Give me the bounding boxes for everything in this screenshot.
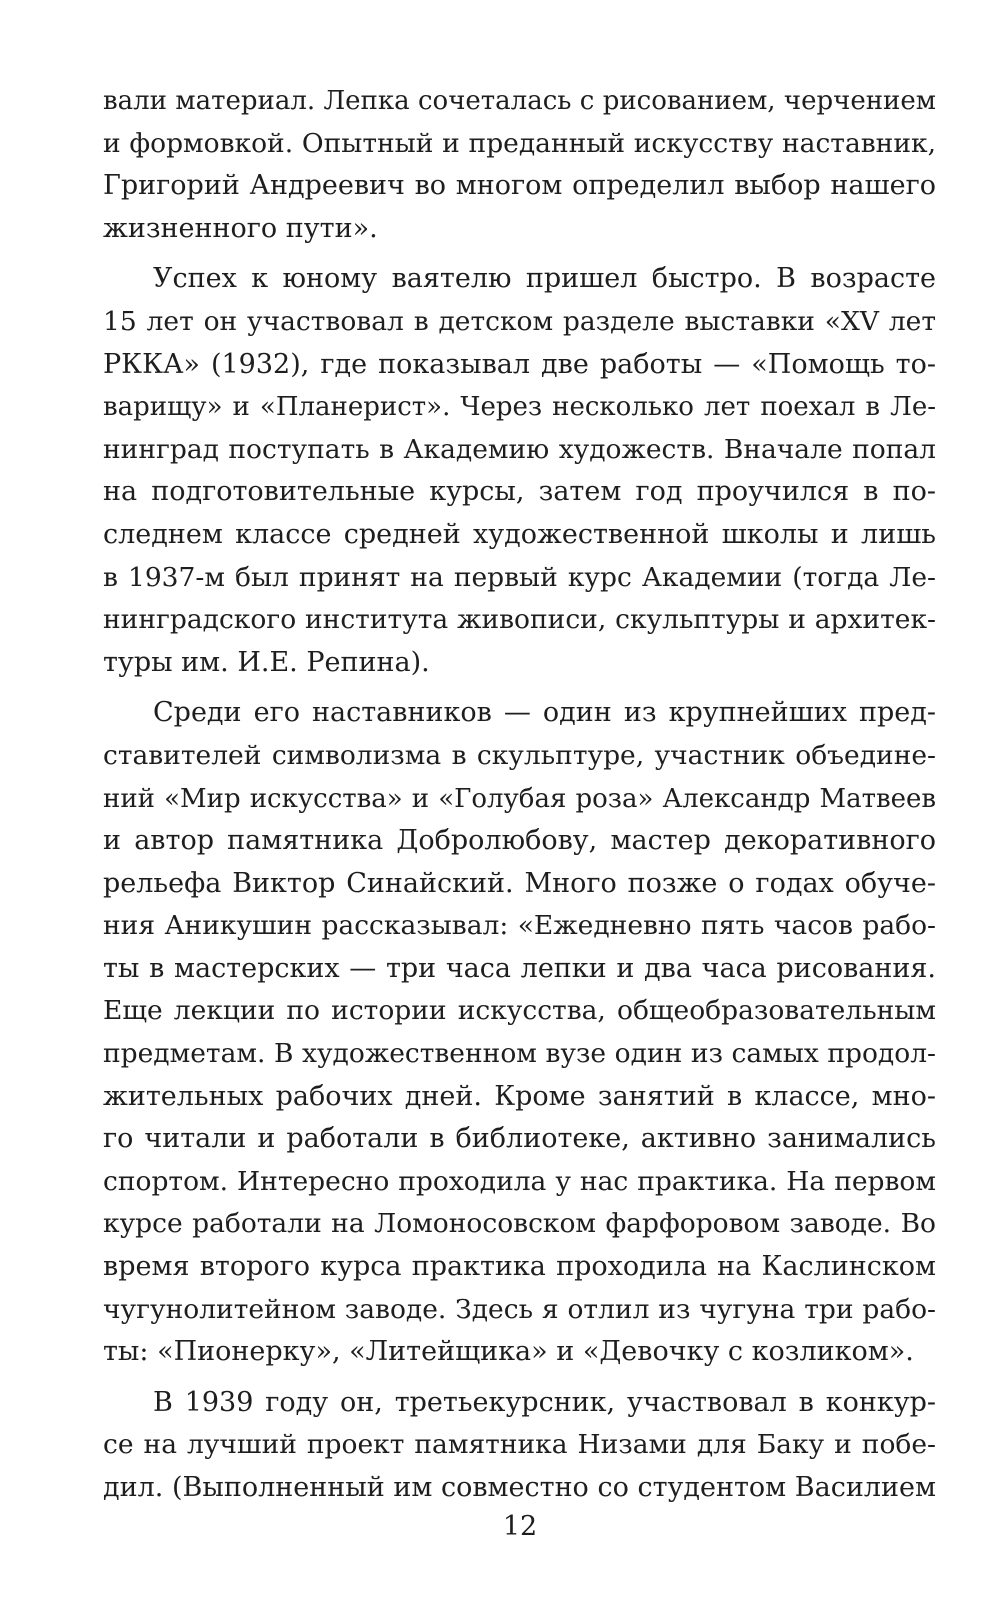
text-line: Успех к юному ваятелю пришел быстро. В возрасте — [153, 263, 936, 295]
paragraph — [103, 692, 936, 1374]
text-line: нинградского института живописи, скульптуры и архитек- — [103, 604, 936, 636]
text-line: и автор памятника Добролюбову, мастер декоративного — [103, 825, 936, 857]
text-line: варищу» и «Планерист». Через несколько лет поехал в Ле- — [103, 392, 936, 423]
text-line: на подготовительные курсы, затем год проучился в по- — [103, 476, 936, 508]
text-line: ставителей символизма в скульптуре, участник объедине- — [103, 739, 936, 771]
text-line: вали материал. Лепка сочеталась с рисованием, черчением — [103, 86, 936, 116]
text-line: в 1937-м был принят на первый курс Академии (тогда Ле- — [103, 561, 936, 593]
paragraph — [103, 80, 936, 250]
text-line: и формовкой. Опытный и преданный искусству наставник, — [103, 127, 936, 159]
text-line: жительных рабочих дней. Кроме занятий в классе, мно- — [103, 1080, 936, 1112]
page-number: 12 — [502, 1511, 538, 1542]
text-line: Еще лекции по истории искусства, общеобразовательным — [103, 995, 936, 1027]
text-line: жизненного пути». — [103, 212, 378, 244]
text-line: го читали и работали в библиотеке, активно занимались — [103, 1123, 936, 1155]
text-line: рельефа Виктор Синайский. Много позже о годах обуче- — [103, 867, 936, 899]
text-line: спортом. Интересно проходила у нас практика. На первом — [103, 1165, 936, 1197]
text-line: время второго курса практика проходила на Каслинском — [103, 1251, 936, 1283]
paragraph — [103, 1382, 936, 1510]
text-line: Григорий Андреевич во многом определил выбор нашего — [103, 170, 936, 202]
text-line: курсе работали на Ломоносовском фарфоровом заводе. Во — [103, 1208, 936, 1240]
text-line: РККА» (1932), где показывал две работы — «Помощь то- — [103, 348, 936, 380]
text-line: ты в мастерских — три часа лепки и два часа рисования. — [103, 952, 936, 984]
text-body — [103, 80, 936, 1510]
text-line: се на лучший проект памятника Низами для Баку и побе- — [103, 1429, 936, 1461]
text-line: туры им. И.Е. Репина). — [103, 646, 430, 678]
text-line: ты: «Пионерку», «Литейщика» и «Девочку с козликом». — [103, 1336, 914, 1368]
text-line: В 1939 году он, третьекурсник, участвовал в конкур- — [153, 1386, 936, 1418]
text-line: чугунолитейном заводе. Здесь я отлил из чугуна три рабо- — [103, 1293, 936, 1325]
paragraph — [103, 258, 936, 684]
text-line: следнем классе средней художественной школы и лишь — [103, 518, 936, 550]
text-line: дил. (Выполненный им совместно со студентом Василием — [103, 1472, 936, 1503]
text-line: нинград поступать в Академию художеств. Вначале попал — [103, 433, 936, 465]
text-line: предметам. В художественном вузе один из самых продол- — [103, 1038, 936, 1070]
text-line: ния Аникушин рассказывал: «Ежедневно пять часов рабо- — [103, 910, 936, 942]
text-line: 15 лет он участвовал в детском разделе выставки «XV лет — [103, 305, 936, 337]
text-line: ний «Мир искусства» и «Голубая роза» Александр Матвеев — [103, 783, 936, 814]
text-line: Среди его наставников — один из крупнейших пред- — [153, 697, 936, 729]
